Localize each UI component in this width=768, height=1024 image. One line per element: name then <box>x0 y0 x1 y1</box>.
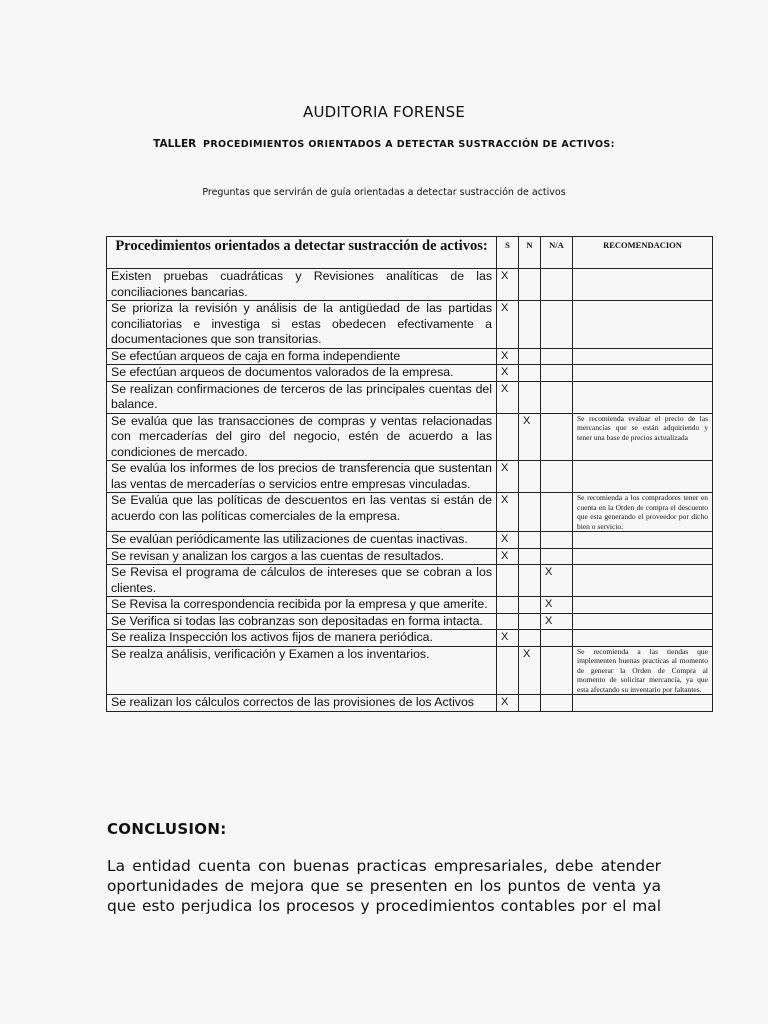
table-row <box>107 493 713 532</box>
check-s-cell: X <box>497 365 519 382</box>
check-na-cell <box>541 348 573 365</box>
procedure-cell: Se evalúa los informes de los precios de transferencia que sustentan las ventas de mercaderías o servicios entre empresas vinculadas. <box>107 461 497 493</box>
check-s-cell <box>497 597 519 614</box>
page-title: AUDITORIA FORENSE <box>302 103 465 121</box>
check-n-cell <box>519 695 541 712</box>
check-na-cell <box>541 548 573 565</box>
check-s-cell <box>497 646 519 695</box>
check-na-cell <box>541 381 573 413</box>
header-procedure: Procedimientos orientados a detectar sustracción de activos: <box>107 237 497 269</box>
subtitle-text: PROCEDIMIENTOS ORIENTADOS A DETECTAR SUSTRACCIÓN DE ACTIVOS: <box>202 139 615 150</box>
recommendation-cell: Se recomienda a los compradores tener en cuenta en la Orden de compra el descuento que esta generando el proveedor por dicho bien o servicio. <box>573 493 713 532</box>
check-s-cell <box>497 613 519 630</box>
check-na-cell <box>541 301 573 349</box>
recommendation-cell <box>573 695 713 712</box>
recommendation-cell <box>573 381 713 413</box>
header-n: N <box>519 237 541 269</box>
check-s-cell: X <box>497 348 519 365</box>
recommendation-cell <box>573 630 713 647</box>
check-s-cell <box>497 413 519 461</box>
conclusion-body: La entidad cuenta con buenas practicas empresariales, debe atender oportunidades de mejora que se presenten en los puntos de venta ya que esto perjudica los procesos y procedimientos contables por el mal <box>107 857 661 915</box>
table-row <box>107 532 713 549</box>
workshop-subtitle <box>0 138 768 150</box>
check-na-cell: X <box>541 597 573 614</box>
procedure-cell: Se revisan y analizan los cargos a las cuentas de resultados. <box>107 548 497 565</box>
procedure-cell: Se Evalúa que las políticas de descuentos en las ventas si están de acuerdo con las políticas comerciales de la empresa. <box>107 493 497 532</box>
check-s-cell: X <box>497 461 519 493</box>
check-n-cell <box>519 565 541 597</box>
table-row <box>107 365 713 382</box>
procedure-cell: Se efectúan arqueos de caja en forma independiente <box>107 348 497 365</box>
table-row <box>107 348 713 365</box>
procedure-cell: Se evalúan periódicamente las utilizaciones de cuentas inactivas. <box>107 532 497 549</box>
recommendation-cell <box>573 365 713 382</box>
check-na-cell <box>541 269 573 301</box>
check-n-cell <box>519 269 541 301</box>
table-row <box>107 613 713 630</box>
procedure-cell: Se Revisa la correspondencia recibida por la empresa y que amerite. <box>107 597 497 614</box>
check-s-cell <box>497 565 519 597</box>
recommendation-cell: Se recomienda evaluar el precio de las mercancías que se están adquiriendo y tener una base de precios actualizada <box>573 413 713 461</box>
recommendation-cell <box>573 348 713 365</box>
recommendation-cell <box>573 301 713 349</box>
table-row <box>107 565 713 597</box>
check-n-cell <box>519 532 541 549</box>
recommendation-cell <box>573 461 713 493</box>
guide-text: Preguntas que servirán de guía orientadas a detectar sustracción de activos <box>202 187 566 198</box>
table-row <box>107 381 713 413</box>
check-n-cell <box>519 348 541 365</box>
procedure-cell: Se realizan los cálculos correctos de las provisiones de los Activos <box>107 695 497 712</box>
recommendation-cell <box>573 548 713 565</box>
check-s-cell: X <box>497 695 519 712</box>
recommendation-cell <box>573 532 713 549</box>
procedures-table <box>106 236 713 712</box>
check-s-cell: X <box>497 493 519 532</box>
check-na-cell <box>541 630 573 647</box>
check-na-cell <box>541 646 573 695</box>
check-na-cell <box>541 532 573 549</box>
check-n-cell <box>519 548 541 565</box>
recommendation-cell <box>573 613 713 630</box>
table-row <box>107 597 713 614</box>
check-s-cell: X <box>497 301 519 349</box>
recommendation-cell <box>573 269 713 301</box>
check-n-cell <box>519 461 541 493</box>
check-n-cell <box>519 613 541 630</box>
table-header-row <box>107 237 713 269</box>
table-row <box>107 548 713 565</box>
check-na-cell <box>541 695 573 712</box>
subtitle-lead: TALLER <box>153 138 197 150</box>
check-s-cell: X <box>497 548 519 565</box>
check-na-cell: X <box>541 613 573 630</box>
table-row <box>107 301 713 349</box>
recommendation-cell: Se recomienda a las tiendas que implementen buenas practicas al momento de generar la Orden de Compra al momento de solicitar mercancía, ya que esta afectando su inventario por faltantes. <box>573 646 713 695</box>
table-row <box>107 413 713 461</box>
check-na-cell <box>541 493 573 532</box>
conclusion-title: CONCLUSION: <box>107 820 227 838</box>
procedure-cell: Se Revisa el programa de cálculos de intereses que se cobran a los clientes. <box>107 565 497 597</box>
check-na-cell <box>541 413 573 461</box>
table-row <box>107 461 713 493</box>
check-n-cell: X <box>519 413 541 461</box>
check-na-cell <box>541 461 573 493</box>
procedure-cell: Se efectúan arqueos de documentos valorados de la empresa. <box>107 365 497 382</box>
table-row <box>107 646 713 695</box>
check-n-cell: X <box>519 646 541 695</box>
header-s: S <box>497 237 519 269</box>
procedure-cell: Se realiza Inspección los activos fijos de manera periódica. <box>107 630 497 647</box>
header-na: N/A <box>541 237 573 269</box>
procedure-cell: Se realizan confirmaciones de terceros de las principales cuentas del balance. <box>107 381 497 413</box>
procedure-cell: Se Verifica si todas las cobranzas son depositadas en forma intacta. <box>107 613 497 630</box>
recommendation-cell <box>573 597 713 614</box>
check-s-cell: X <box>497 269 519 301</box>
table-row <box>107 269 713 301</box>
check-s-cell: X <box>497 532 519 549</box>
procedure-cell: Se prioriza la revisión y análisis de la antigüedad de las partidas conciliatorias e investiga si estas obedecen efectivamente a documentaciones que son transitorias. <box>107 301 497 349</box>
check-n-cell <box>519 630 541 647</box>
header-recommendation: RECOMENDACION <box>573 237 713 269</box>
check-n-cell <box>519 365 541 382</box>
procedure-cell: Se realza análisis, verificación y Examen a los inventarios. <box>107 646 497 695</box>
check-n-cell <box>519 493 541 532</box>
procedure-cell: Se evalúa que las transacciones de compras y ventas relacionadas con mercaderías del giro del negocio, estén de acuerdo a las condiciones de mercado. <box>107 413 497 461</box>
check-na-cell <box>541 365 573 382</box>
check-s-cell: X <box>497 381 519 413</box>
check-na-cell: X <box>541 565 573 597</box>
table-row <box>107 695 713 712</box>
table-row <box>107 630 713 647</box>
check-n-cell <box>519 597 541 614</box>
procedure-cell: Existen pruebas cuadráticas y Revisiones analíticas de las conciliaciones bancarias. <box>107 269 497 301</box>
check-s-cell: X <box>497 630 519 647</box>
recommendation-cell <box>573 565 713 597</box>
check-n-cell <box>519 381 541 413</box>
check-n-cell <box>519 301 541 349</box>
